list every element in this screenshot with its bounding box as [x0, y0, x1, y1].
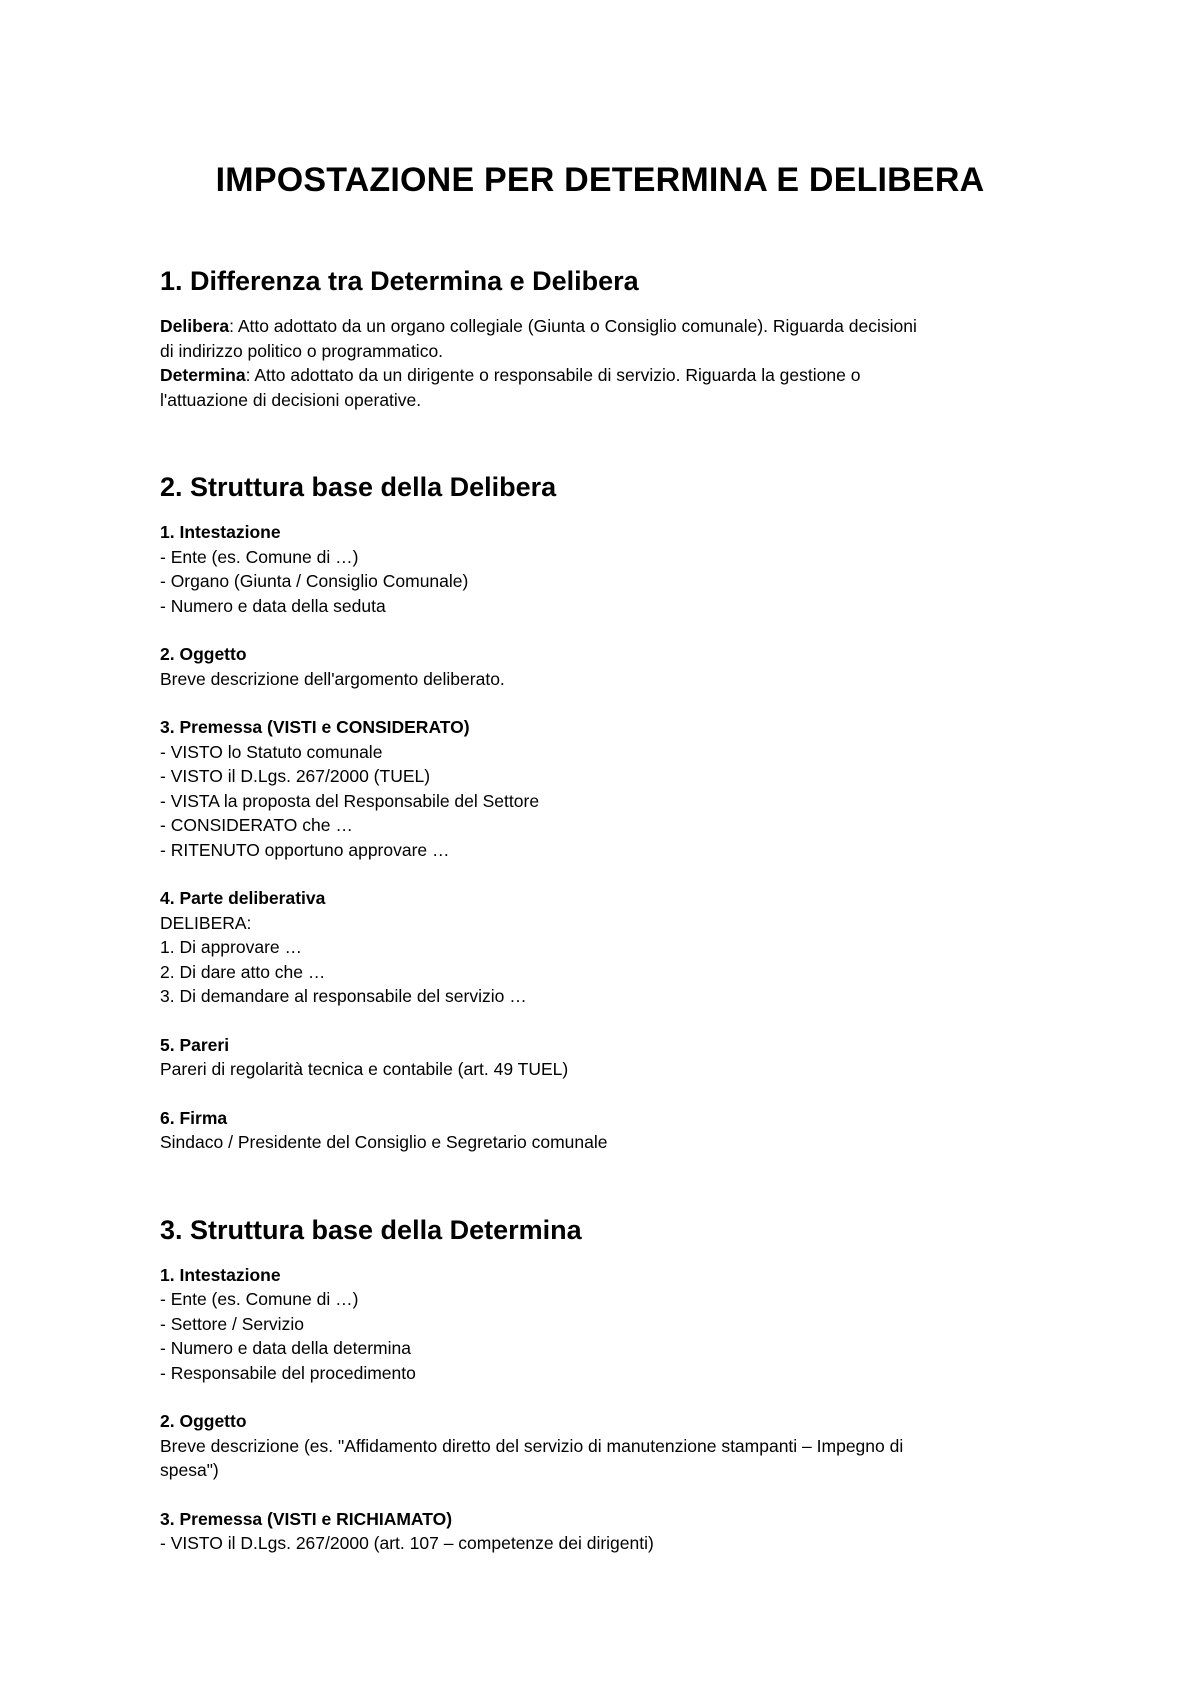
definition-text: l'attuazione di decisioni operative.: [160, 389, 422, 410]
list-item: Breve descrizione (es. "Affidamento diretto del servizio di manutenzione stampanti – Impegno di: [160, 1435, 904, 1456]
term-delibera: Delibera: [160, 316, 230, 336]
list-item: - VISTO il D.Lgs. 267/2000 (art. 107 – competenze dei dirigenti): [160, 1533, 654, 1553]
section-differenza: [160, 264, 1040, 412]
subsection-title: 6. Firma: [160, 1107, 228, 1128]
subsection-title: 4. Parte deliberativa: [160, 888, 326, 908]
list-item: - Numero e data della determina: [160, 1338, 411, 1358]
list-item: Sindaco / Presidente del Consiglio e Segretario comunale: [160, 1132, 608, 1152]
list-item: Pareri di regolarità tecnica e contabile (art. 49 TUEL): [160, 1059, 569, 1079]
list-item: 1. Di approvare …: [160, 937, 303, 957]
list-item: - Ente (es. Comune di …): [160, 546, 359, 567]
list-item: 2. Di dare atto che …: [160, 961, 326, 982]
section-heading: 3. Struttura base della Determina: [160, 1214, 582, 1245]
list-item: 3. Di demandare al responsabile del servizio …: [160, 986, 527, 1006]
list-item: - RITENUTO opportuno approvare …: [160, 839, 450, 860]
list-item: - VISTO lo Statuto comunale: [160, 741, 383, 762]
list-item: - VISTA la proposta del Responsabile del Settore: [160, 790, 540, 811]
subsection-parte-deliberativa: [160, 886, 1040, 1009]
section-body: [160, 1263, 1040, 1556]
subsection-pareri: [160, 1033, 1040, 1082]
list-item: - Responsabile del procedimento: [160, 1362, 416, 1383]
list-item: - VISTO il D.Lgs. 267/2000 (TUEL): [160, 766, 431, 786]
list-item: Breve descrizione dell'argomento deliberato.: [160, 668, 505, 689]
subsection-premessa: [160, 1507, 1040, 1556]
section-struttura-delibera: [160, 470, 1040, 1155]
section-heading: 2. Struttura base della Delibera: [160, 472, 557, 502]
document-body: [160, 264, 1040, 1556]
term-determina: Determina: [160, 365, 246, 385]
definition-text: di indirizzo politico o programmatico.: [160, 340, 444, 361]
document-title: IMPOSTAZIONE PER DETERMINA E DELIBERA: [215, 161, 985, 199]
subsection-title: 3. Premessa (VISTI e CONSIDERATO): [160, 717, 470, 737]
subsection-oggetto: [160, 1409, 1040, 1483]
list-item: - Numero e data della seduta: [160, 595, 386, 616]
section-body: [160, 520, 1040, 1155]
subsection-oggetto: [160, 642, 1040, 691]
subsection-title: 2. Oggetto: [160, 644, 247, 664]
section-body: [160, 314, 1040, 412]
definition-text: : Atto adottato da un organo collegiale (Giunta o Consiglio comunale). Riguarda decisioni: [229, 316, 917, 336]
definition-determina: [160, 363, 1040, 412]
subsection-title: 1. Intestazione: [160, 522, 281, 542]
definition-text: : Atto adottato da un dirigente o responsabile di servizio. Riguarda la gestione o: [245, 365, 861, 385]
section-heading: 1. Differenza tra Determina e Delibera: [160, 266, 639, 296]
subsection-title: 1. Intestazione: [160, 1264, 281, 1285]
subsection-title: 2. Oggetto: [160, 1411, 247, 1431]
list-item: DELIBERA:: [160, 912, 252, 933]
list-item: - CONSIDERATO che …: [160, 815, 353, 835]
subsection-intestazione: [160, 520, 1040, 618]
subsection-title: 5. Pareri: [160, 1034, 230, 1055]
list-item: spesa"): [160, 1460, 219, 1480]
list-item: - Organo (Giunta / Consiglio Comunale): [160, 571, 469, 591]
definition-delibera: [160, 314, 1040, 363]
subsection-firma: [160, 1106, 1040, 1155]
subsection-premessa: [160, 715, 1040, 862]
list-item: - Ente (es. Comune di …): [160, 1289, 359, 1309]
subsection-title: 3. Premessa (VISTI e RICHIAMATO): [160, 1508, 453, 1529]
subsection-intestazione: [160, 1263, 1040, 1386]
section-struttura-determina: [160, 1213, 1040, 1556]
list-item: - Settore / Servizio: [160, 1313, 304, 1334]
